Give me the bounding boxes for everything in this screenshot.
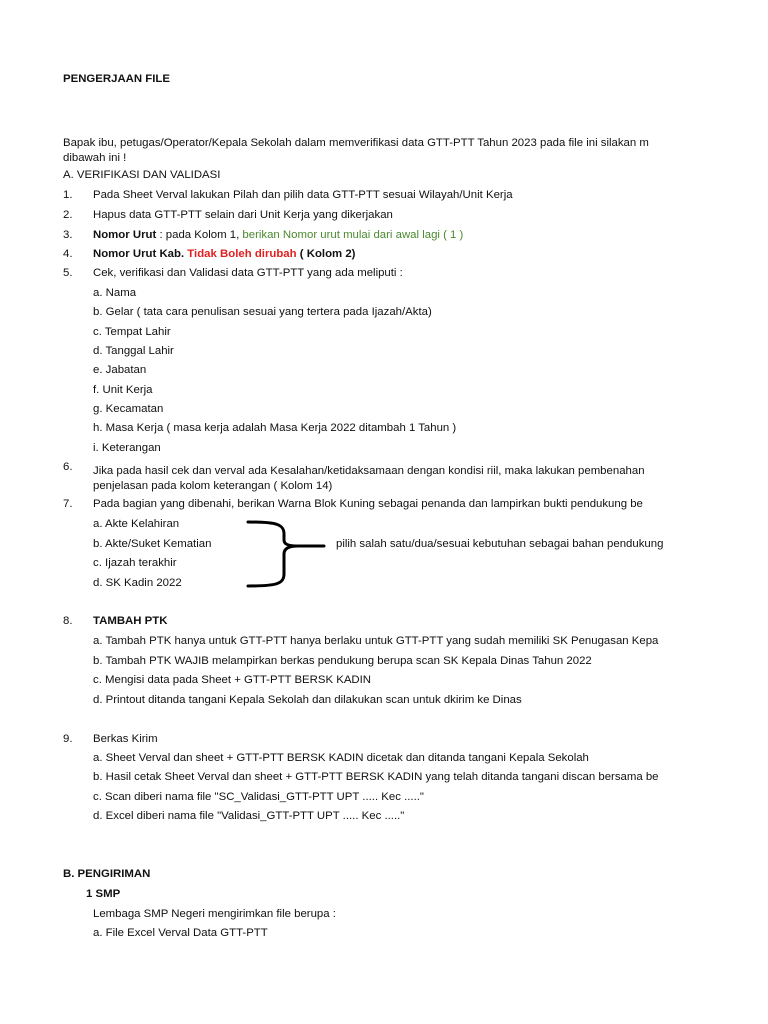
item-7-sub-d: d. SK Kadin 2022 — [93, 577, 182, 589]
item-6-number: 6. — [63, 461, 73, 473]
item-7-number: 7. — [63, 498, 73, 510]
item-8-number: 8. — [63, 615, 73, 627]
item-8-sub-b: b. Tambah PTK WAJIB melampirkan berkas pendukung berupa scan SK Kepala Dinas Tahun 2022 — [93, 655, 592, 667]
curly-brace-shape — [228, 518, 328, 590]
section-a-heading: A. VERIFIKASI DAN VALIDASI — [63, 169, 221, 181]
item-4-rest: ( Kolom 2) — [296, 248, 356, 260]
item-9-heading: Berkas Kirim — [93, 733, 158, 745]
section-b-sub: 1 SMP — [86, 888, 121, 900]
item-6-line-2: penjelasan pada kolom keterangan ( Kolom 14) — [93, 480, 333, 492]
item-1-text: Pada Sheet Verval lakukan Pilah dan pilih data GTT-PTT sesuai Wilayah/Unit Kerja — [93, 189, 513, 201]
intro-line-1: Bapak ibu, petugas/Operator/Kepala Sekolah dalam memverifikasi data GTT-PTT Tahun 2023 pada file ini silakan m — [63, 137, 649, 149]
item-5-sub-g: g. Kecamatan — [93, 403, 164, 415]
item-3-text — [93, 228, 463, 242]
item-5-sub-b: b. Gelar ( tata cara penulisan sesuai yang tertera pada Ijazah/Akta) — [93, 306, 432, 318]
item-4-bold: Nomor Urut Kab. — [93, 248, 185, 260]
item-9-sub-c: c. Scan diberi nama file "SC_Validasi_GTT-PTT UPT ..... Kec ....." — [93, 791, 424, 803]
item-4-text — [93, 247, 355, 261]
item-9-sub-d: d. Excel diberi nama file "Validasi_GTT-PTT UPT ..... Kec ....." — [93, 810, 405, 822]
item-8-sub-d: d. Printout ditanda tangani Kepala Sekolah dan dilakukan scan untuk dkirim ke Dinas — [93, 694, 522, 706]
section-b-line-2: a. File Excel Verval Data GTT-PTT — [93, 927, 268, 939]
document-title: PENGERJAAN FILE — [63, 73, 170, 85]
item-9-sub-a: a. Sheet Verval dan sheet + GTT-PTT BERSK KADIN dicetak dan ditanda tangani Kepala Sekolah — [93, 752, 589, 764]
item-7-text: Pada bagian yang dibenahi, berikan Warna Blok Kuning sebagai penanda dan lampirkan bukti pendukung be — [93, 498, 643, 510]
item-8-heading: TAMBAH PTK — [93, 615, 168, 627]
item-3-rest: : pada Kolom 1, — [156, 229, 243, 241]
item-5-sub-f: f. Unit Kerja — [93, 384, 153, 396]
item-4-red: Tidak Boleh dirubah — [184, 248, 297, 260]
intro-line-2: dibawah ini ! — [63, 152, 127, 164]
item-5-sub-h: h. Masa Kerja ( masa kerja adalah Masa Kerja 2022 ditambah 1 Tahun ) — [93, 422, 457, 434]
item-5-sub-d: d. Tanggal Lahir — [93, 345, 174, 357]
item-3-number: 3. — [63, 229, 73, 241]
item-7-sub-a: a. Akte Kelahiran — [93, 518, 180, 530]
item-5-sub-a: a. Nama — [93, 287, 137, 299]
item-9-number: 9. — [63, 733, 73, 745]
item-6-line-1: Jika pada hasil cek dan verval ada Kesalahan/ketidaksamaan dengan kondisi riil, maka lakukan pembenahan — [93, 465, 645, 477]
item-7-note: pilih salah satu/dua/sesuai kebutuhan sebagai bahan pendukung — [336, 538, 664, 550]
item-7-sub-c: c. Ijazah terakhir — [93, 557, 177, 569]
item-7-sub-b: b. Akte/Suket Kematian — [93, 538, 212, 550]
item-2-number: 2. — [63, 209, 73, 221]
item-5-number: 5. — [63, 267, 73, 279]
item-8-sub-c: c. Mengisi data pada Sheet + GTT-PTT BERSK KADIN — [93, 674, 372, 686]
item-3-bold: Nomor Urut — [93, 229, 157, 241]
item-9-sub-b: b. Hasil cetak Sheet Verval dan sheet + GTT-PTT BERSK KADIN yang telah ditanda tangani discan bersama be — [93, 771, 659, 783]
item-1-number: 1. — [63, 189, 73, 201]
item-4-number: 4. — [63, 248, 73, 260]
item-8-sub-a: a. Tambah PTK hanya untuk GTT-PTT hanya berlaku untuk GTT-PTT yang sudah memiliki SK Penugasan Kepa — [93, 635, 659, 647]
section-b-heading: B. PENGIRIMAN — [63, 868, 151, 880]
item-5-sub-i: i. Keterangan — [93, 442, 161, 454]
item-2-text: Hapus data GTT-PTT selain dari Unit Kerja yang dikerjakan — [93, 209, 393, 221]
item-5-sub-e: e. Jabatan — [93, 364, 147, 376]
item-5-text: Cek, verifikasi dan Validasi data GTT-PTT yang ada meliputi : — [93, 267, 403, 279]
item-5-sub-c: c. Tempat Lahir — [93, 326, 171, 338]
item-3-green: berikan Nomor urut mulai dari awal lagi ( 1 ) — [242, 229, 464, 241]
section-b-line-1: Lembaga SMP Negeri mengirimkan file berupa : — [93, 908, 336, 920]
